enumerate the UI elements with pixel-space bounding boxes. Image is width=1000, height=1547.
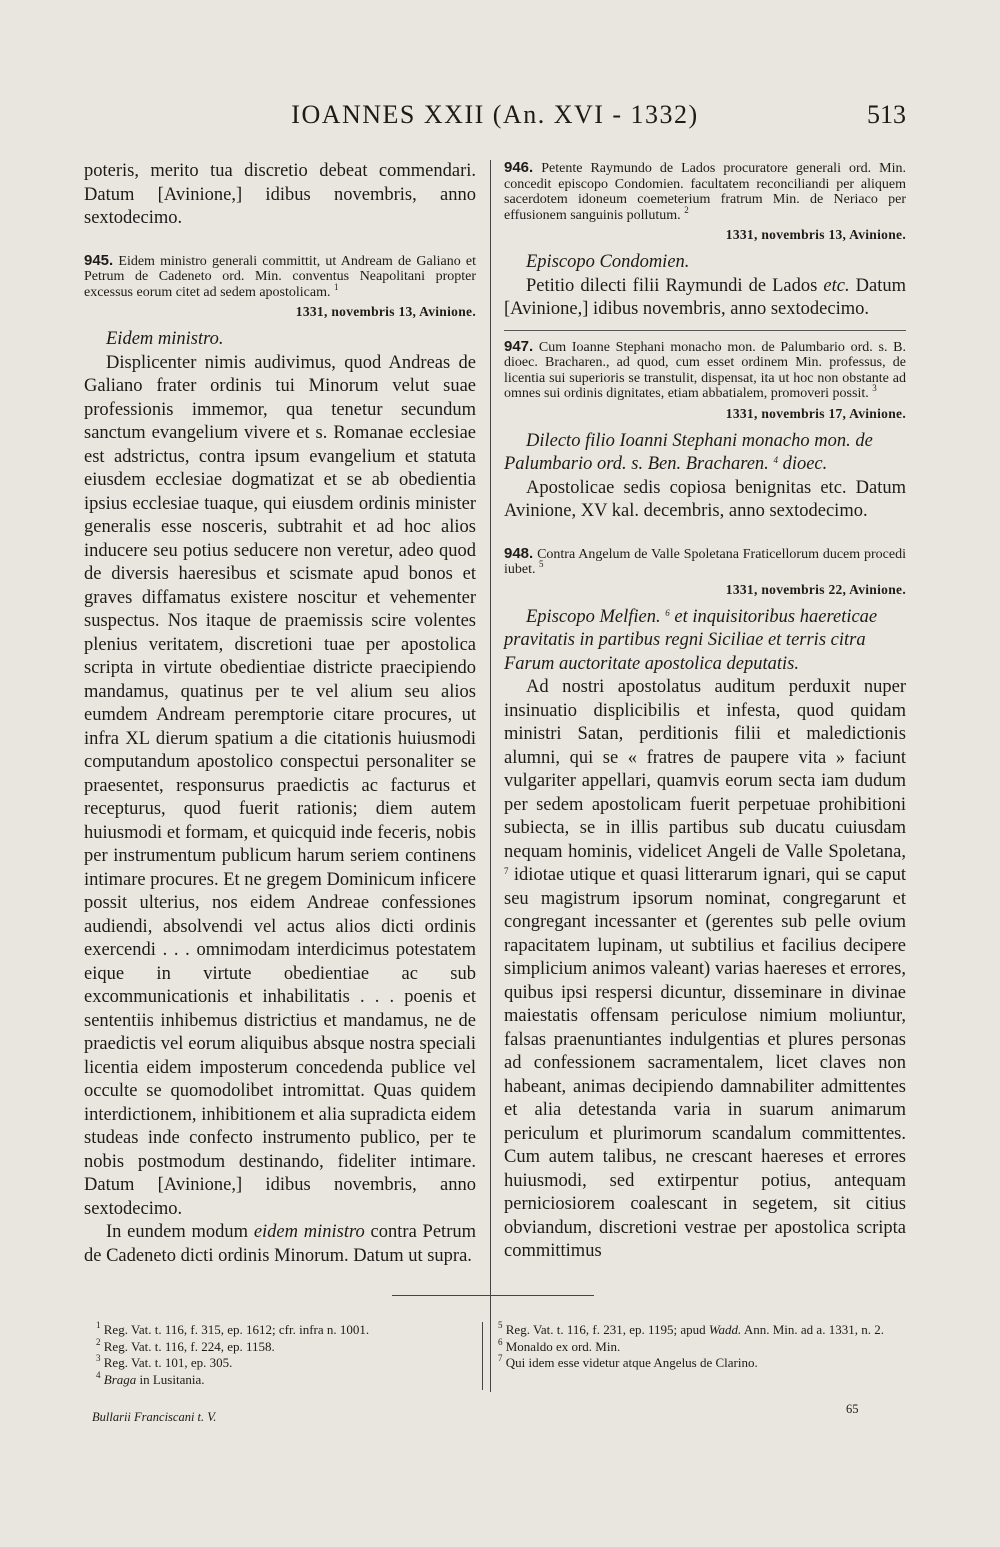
footnote-text: Reg. Vat. t. 101, ep. 305. <box>103 1355 233 1370</box>
footnote-text: Reg. Vat. t. 116, f. 231, ep. 1195; apud <box>505 1322 709 1337</box>
item-946-body <box>504 275 906 322</box>
item-947-address-ref: 4 <box>773 455 778 465</box>
item-946-body-pre: Petitio dilecti filii Raymundi de Lados <box>526 275 824 296</box>
item-948-date: 1331, novembris 22, Avinione. <box>725 581 906 597</box>
column-divider <box>490 160 491 1392</box>
footnote-rule <box>392 1295 594 1296</box>
item-947-date: 1331, novembris 17, Avinione. <box>725 405 906 421</box>
footnote-5 <box>498 1322 908 1339</box>
footnote-italic: Wadd. <box>708 1322 742 1337</box>
footnote-number: 6 <box>498 1336 503 1347</box>
item-948-address <box>504 606 906 677</box>
footnote-text-continued: Ann. Min. ad a. 1331, n. 2. <box>741 1322 884 1337</box>
running-title: IOANNES XXII (An. XVI - 1332) <box>291 100 699 129</box>
footnote-italic: Braga <box>103 1371 137 1387</box>
item-948-summary-text: Contra Angelum de Valle Spoletana Fraticellorum ducem procedi iubet. <box>504 546 906 577</box>
left-column <box>84 160 476 1268</box>
footnote-1 <box>96 1322 476 1339</box>
footnote-text: Reg. Vat. t. 116, f. 224, ep. 1158. <box>103 1338 275 1354</box>
item-948-address-ref: 6 <box>665 607 670 618</box>
similar-post: contra Petrum de Cadeneto dicti ordinis Minorum. Datum ut supra. <box>84 1222 476 1266</box>
footnote-7 <box>498 1355 908 1372</box>
footnote-number: 4 <box>96 1369 101 1380</box>
item-946-body-italic: etc. <box>823 275 850 296</box>
footnote-number: 5 <box>498 1320 503 1330</box>
item-948-body-post: idiotae utique et quasi litterarum ignari, qui se caput seu magistrum ipsorum nominat, congregarunt et congregant incessanter et (gerentes sub pelle ovium rapacitatem lupinam, ut subtilius et facilius decipere simplicium animos valeant) varias haereses et errores, quibus ipsi respersi dicuntur, disseminare in divinae maiestatis offensam periculose nimium moliuntur, falsas praenuntiantes indulgentias et plures personas ad confessionem sacramentalem, licet claves non habeant, animas decipiendo damnabiliter admittentes et alia detestanda varia in suarum animarum periculum et plurimorum scandalum committentes. Cum autem talibus, ne crescant haereses et errores huiusmodi, sed extirpentur potius, antequam perniciosiorem coalescant in segetem, sit citius obviandum, discretioni vestrae per apostolica scripta committimus <box>504 865 906 1261</box>
item-946-number: 946. <box>504 159 534 176</box>
item-948-body-pre: Ad nostri apostolatus auditum perduxit nuper insinuatio displicibilis et infesta, quod quidam ministri Satan, perditionis filii et maledictionis alumni, qui se « fratres de paupere vita » faciunt vulgariter appellari, quamvis eorum secta iam dudum per sedem apostolicam fuerit perpetuae prohibitioni subiecta, se in illis partibus sub ducatu cuiusdam nequam hominis, videlicet Angeli de Valle Spoletana, <box>504 677 906 862</box>
footer-signature: 65 <box>846 1402 859 1416</box>
page-header <box>84 96 906 136</box>
page-number: 513 <box>867 100 906 129</box>
item-948-body <box>504 676 906 1264</box>
item-946-summary <box>504 160 906 223</box>
item-948-address-post: et inquisitoribus haereticae pravitatis in partibus regni Siciliae et terris citra Farum auctoritate apostolica deputatis. <box>504 606 878 674</box>
footnotes-right <box>498 1322 908 1372</box>
footnote-6 <box>498 1336 908 1356</box>
footnote-number: 3 <box>96 1353 101 1363</box>
item-945-note-ref: 1 <box>333 281 339 292</box>
item-947-number: 947. <box>504 337 534 355</box>
item-945-number: 945. <box>84 251 114 269</box>
similar-italic: eidem ministro <box>253 1222 365 1242</box>
item-948-number: 948. <box>504 544 534 562</box>
item-948-body-ref: 7 <box>504 866 509 876</box>
item-948-summary <box>504 546 906 578</box>
continued-text: poteris, merito tua discretio debeat commendari. Datum [Avinione,] idibus novembris, anno sextodecimo. <box>84 161 476 228</box>
item-948-address-pre: Episcopo Melfien. <box>526 606 661 627</box>
footnote-4 <box>96 1369 476 1389</box>
footnotes-left <box>96 1322 476 1388</box>
item-945-address: Eidem ministro. <box>106 329 224 349</box>
footer-source: Bullarii Franciscani t. V. <box>92 1410 217 1424</box>
similar-pre: In eundem modum <box>106 1222 254 1242</box>
footnote-number: 7 <box>498 1353 503 1363</box>
right-column <box>504 160 906 1264</box>
item-948-note-ref: 5 <box>539 559 544 569</box>
item-945-summary <box>84 253 476 301</box>
item-945-body: Displicenter nimis audivimus, quod Andreas de Galiano frater ordinis tui Minorum velut suae professionis immemor, qua tenetur secundum sanctum evangelium vivere et s. Romanae ecclesiae est adstrictus, contra ipsum evangelium et statuta eiusdem ecclesiae dogmatizat et se ab obedientia ipsius ecclesiae tuaque, qui eiusdem ordinis minister generalis esse nosceris, subtrahit et ad hoc alios inducere seu potius seducere non veretur, adeo quod de diversis haeresibus et scismate apud bonos et graves diffamatus existere noscitur et vehementer suspectus. Nos itaque de praemissis scire volentes plenius veritatem, discretioni tuae per apostolica scripta in virtute obedientiae districte praecipiendo mandamus, quatinus per te vel alium seu alios eumdem Andream peremptorie citare procures, ut infra XL dierum spatium a die citationis huiusmodi computandum apostolico conspectui personaliter se praesentet, responsurus praedictis ac facturus et recepturus, quod fuerit rationis; diem autem huiusmodi et formam, et quicquid inde feceris, nobis per instrumentum publicum harum seriem continens intimare procures. Et ne gregem Dominicum inficere possit ulterius, nos eidem Andreae confessiones audiendi, absolvendi vel actus alios dicti ordinis exercendi . . . omnimodam interdicimus potestatem eique in virtute obedientiae ac sub excommunicationis et inhabilitatis . . . poenis et sententiis inhibemus districtius et mandamus, ne de praedictis vel eorum aliquibus absque nostra speciali licentia eidem imposterum concedenda publice vel occulte se quomodolibet intromittat. Quas quidem interdictionem, inhibitionem et alia supradicta eidem studeas inde confecto instrumento publico, per te nobis postmodum destinando, fideliter intimare. Datum [Avinione,] idibus novembris, anno sextodecimo. <box>84 352 476 1219</box>
footnote-divider <box>482 1322 483 1390</box>
item-945-date: 1331, novembris 13, Avinione. <box>295 304 476 319</box>
footnote-text: Qui idem esse videtur atque Angelus de Clarino. <box>505 1355 758 1370</box>
item-947-summary-text: Cum Ioanne Stephani monacho mon. de Palumbario ord. s. B. dioec. Bracharen., ad quod, cum esset ordinem Min. professus, de licentia sui superioris se transtulit, dispensat, ita ut hoc non obstante ad omnes sui ordinis dignitates, etiam abbatialem, promoveri possit. <box>504 339 907 401</box>
footnote-text: Monaldo ex ord. Min. <box>505 1338 621 1354</box>
item-947-address-pre: Dilecto filio Ioanni Stephani monacho mon. de Palumbario ord. s. Ben. Bracharen. <box>504 430 873 474</box>
item-946-address: Episcopo Condomien. <box>526 252 690 272</box>
item-947-address-post: dioec. <box>777 454 828 474</box>
item-945-similar <box>84 1221 476 1268</box>
footnote-text: in Lusitania. <box>136 1371 205 1387</box>
item-946-note-ref: 2 <box>684 204 689 215</box>
item-947-address <box>504 430 906 477</box>
item-947-summary <box>504 339 906 402</box>
item-946-summary-text: Petente Raymundo de Lados procuratore generali ord. Min. concedit episcopo Condomien. facultatem reconciliandi per aliquem sacerdotem idoneum coemeterium fratrum Min. de Neriaco per effusionem sanguinis pollutum. <box>504 161 906 223</box>
item-946-date: 1331, novembris 13, Avinione. <box>725 227 906 242</box>
item-946-body-post: Datum [Avinione,] idibus novembris, anno sextodecimo. <box>504 275 906 319</box>
item-947-note-ref: 3 <box>872 383 877 393</box>
footnote-number: 2 <box>96 1336 101 1347</box>
footnote-text: Reg. Vat. t. 116, f. 315, ep. 1612; cfr. infra n. 1001. <box>103 1322 370 1337</box>
footnote-3 <box>96 1355 476 1372</box>
item-945-summary-text: Eidem ministro generali committit, ut Andream de Galiano et Petrum de Cadeneto ord. Min. conventus Neapolitani propter excessus eorum citet ad sedem apostolicam. <box>84 253 477 300</box>
separator-rule <box>504 330 906 331</box>
footnote-2 <box>96 1336 476 1356</box>
item-947-body: Apostolicae sedis copiosa benignitas etc. Datum Avinione, XV kal. decembris, anno sextodecimo. <box>504 477 906 521</box>
footnote-number: 1 <box>96 1320 101 1330</box>
